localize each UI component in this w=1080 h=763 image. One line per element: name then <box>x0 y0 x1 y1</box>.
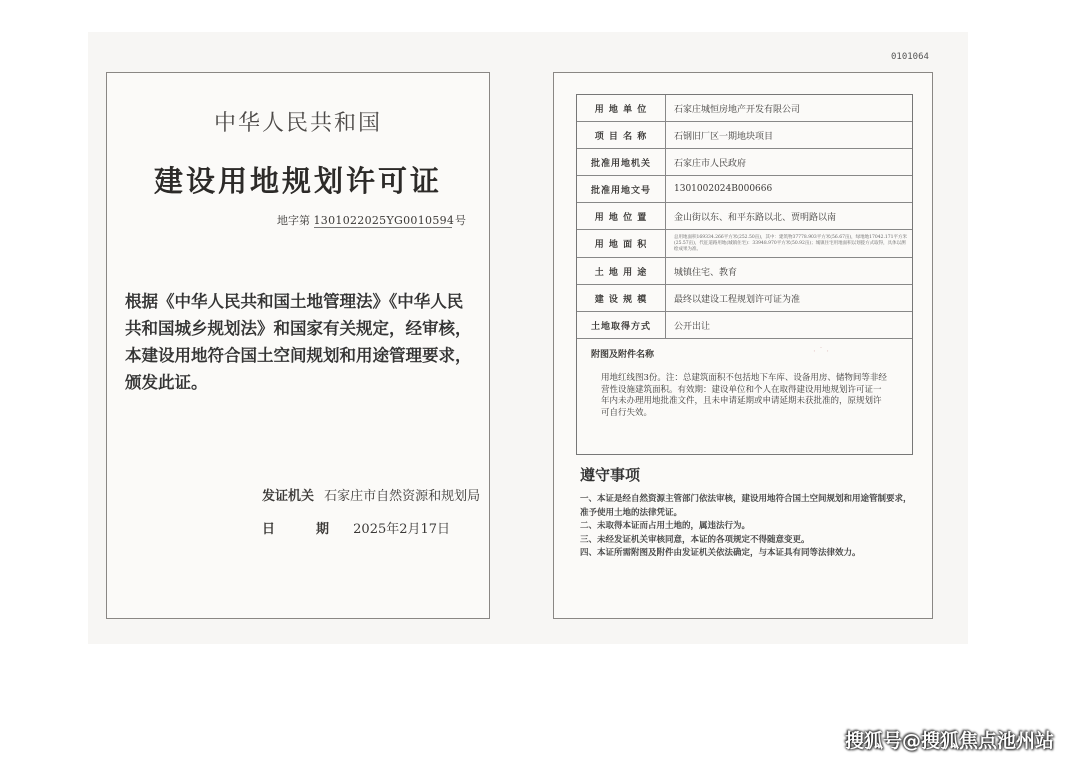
issuer-row <box>262 485 480 504</box>
certificate-number: 1301022025YG0010594 <box>313 214 455 227</box>
country-name: 中华人民共和国 <box>213 111 382 136</box>
rules-list <box>580 493 915 561</box>
attachment-section <box>577 339 912 454</box>
rule-item: 三、未经发证机关审核同意，本证的各项规定不得随意变更。 <box>580 534 810 545</box>
certificate-cover-page <box>106 72 490 619</box>
rule-item: 二、未取得本证而占用土地的，属违法行为。 <box>580 521 751 532</box>
attachment-text: 用地红线图3份。注：总建筑面积不包括地下车库、设备用房、储物间等非经营性设施建筑面积。有效期：建设单位和个人在取得建设用地规划许可证一年内未办理用地批准文件，且未申请延期或申请延期未获批准的，原规划许可自行失效。 <box>601 373 887 418</box>
certificate-number-prefix: 地字第 <box>277 214 310 227</box>
row-value: 石家庄城恒房地产开发有限公司 <box>674 104 801 115</box>
row-label: 建 设 规 模 <box>577 285 666 311</box>
table-row <box>577 149 912 176</box>
rule-item: 一、本证是经自然资源主管部门依法审核，建设用地符合国土空间规划和用途管制要求，准予使用土地的法律凭证。 <box>580 494 912 518</box>
table-row <box>577 176 912 203</box>
issue-date-label: 日 期 <box>262 522 344 537</box>
issuer-label: 发证机关 <box>262 489 315 504</box>
faint-stamp-mark: · ˙ · <box>813 347 829 357</box>
row-label: 用 地 单 位 <box>577 95 666 121</box>
row-value: 公开出让 <box>674 321 711 332</box>
issue-date-value: 2025年2月17日 <box>353 522 451 537</box>
source-watermark: 搜狐号@搜狐焦点池州站 <box>844 730 1054 752</box>
row-value: 最终以建设工程规划许可证为准 <box>674 294 801 305</box>
row-value: 金山街以东、和平东路以北、贾明路以南 <box>674 212 837 223</box>
table-row <box>577 230 912 258</box>
table-row <box>577 95 912 122</box>
row-value: 石家庄市人民政府 <box>674 158 747 169</box>
land-info-table <box>576 94 913 455</box>
row-value: 城镇住宅、教育 <box>674 267 738 278</box>
row-label: 土 地 用 途 <box>577 258 666 284</box>
certificate-title: 建设用地规划许可证 <box>153 164 442 198</box>
row-label: 用 地 面 积 <box>577 230 666 257</box>
issuer-value: 石家庄市自然资源和规划局 <box>324 489 481 504</box>
table-row <box>577 258 912 285</box>
serial-number: 0101064 <box>891 52 929 62</box>
attachment-title: 附图及附件名称 <box>591 350 655 360</box>
row-label: 土地取得方式 <box>577 312 666 338</box>
row-value: 1301002024B000666 <box>674 184 773 194</box>
rules-title: 遵守事项 <box>580 466 641 484</box>
certificate-number-row <box>277 212 466 228</box>
row-label: 批准用地文号 <box>577 176 666 202</box>
certificate-number-suffix: 号 <box>455 214 466 227</box>
certificate-body-text: 根据《中华人民共和国土地管理法》《中华人民共和国城乡规划法》和国家有关规定，经审核，本建设用地符合国土空间规划和用途管理要求，颁发此证。 <box>125 292 472 392</box>
table-row <box>577 285 912 312</box>
table-row <box>577 203 912 230</box>
row-label: 用 地 位 置 <box>577 203 666 229</box>
table-row <box>577 312 912 339</box>
row-value: 总用地面积169334.266平方米(252.50亩)，其中：建筑物37778.903平方米(56.67亩)，绿地地17042.171平方米(25.57亩)，代征道路用地(城镇住宅)：33948.970平方米(50.92亩)；城镇住宅用地面积以划拨方式取得，具体以测绘成果为准。 <box>674 234 908 252</box>
row-label: 项 目 名 称 <box>577 122 666 148</box>
rule-item: 四、本证所需附图及附件由发证机关依法确定，与本证具有同等法律效力。 <box>580 548 861 559</box>
table-row <box>577 122 912 149</box>
row-label: 批准用地机关 <box>577 149 666 175</box>
issue-date-row <box>262 518 450 537</box>
certificate-details-page <box>553 72 933 619</box>
row-value: 石钢旧厂区一期地块项目 <box>674 131 774 142</box>
